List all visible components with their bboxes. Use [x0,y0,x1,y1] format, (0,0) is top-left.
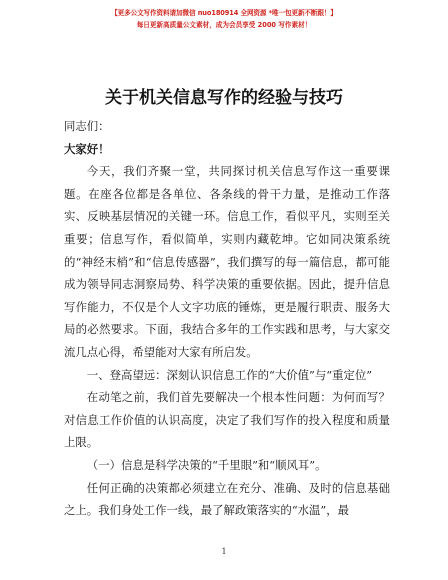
greeting: 大家好！ [64,141,110,156]
salutation: 同志们： [64,119,110,133]
section-heading-1: 一、登高望远：深刻认识信息工作的“大价值”与“重定位” [86,367,373,382]
subsection-heading-1: （一）信息是科学决策的“千里眼”和“顺风耳”。 [86,457,327,472]
promo-line-1: 【更多公文写作资料请加微信 nuo180914 全网资源 *唯一包更新不断跟！】 [111,9,337,17]
promo-banner [0,8,448,30]
paragraph-3: 任何正确的决策都必须建立在充分、准确、及时的信息基础之上。我们身处工作一线，最了解政策落实的“水温”，最 [64,480,390,518]
document-title: 关于机关信息写作的经验与技巧 [105,88,343,108]
document-body [64,115,390,522]
promo-line-2: 每日更新高质量公文素材，成为会员享受 2000 写作素材！ [136,21,312,29]
page-number: 1 [221,547,227,556]
paragraph-intro: 今天，我们齐聚一堂，共同探讨机关信息写作这一重要课题。在座各位都是各单位、各条线的骨干力量，是推动工作落实、反映基层情况的关键一环。信息工作，看似平凡，实则至关重要；信息写作，看似简单，实则内藏乾坤。它如同决策系统的“神经末梢”和“信息传感器”，我们撰写的每一篇信息，都可能成为领导同志洞察局势、科学决策的重要依据。因此，提升信息写作能力，不仅是个人文字功底的锤炼，更是履行职责、服务大局的必然要求。下面，我结合多年的工作实践和思考，与大家交流几点心得，希望能对大家有所启发。 [64,164,390,359]
paragraph-2: 在动笔之前，我们首先要解决一个根本性问题：为何而写？对信息工作价值的认识高度，决定了我们写作的投入程度和质量上限。 [64,390,390,450]
